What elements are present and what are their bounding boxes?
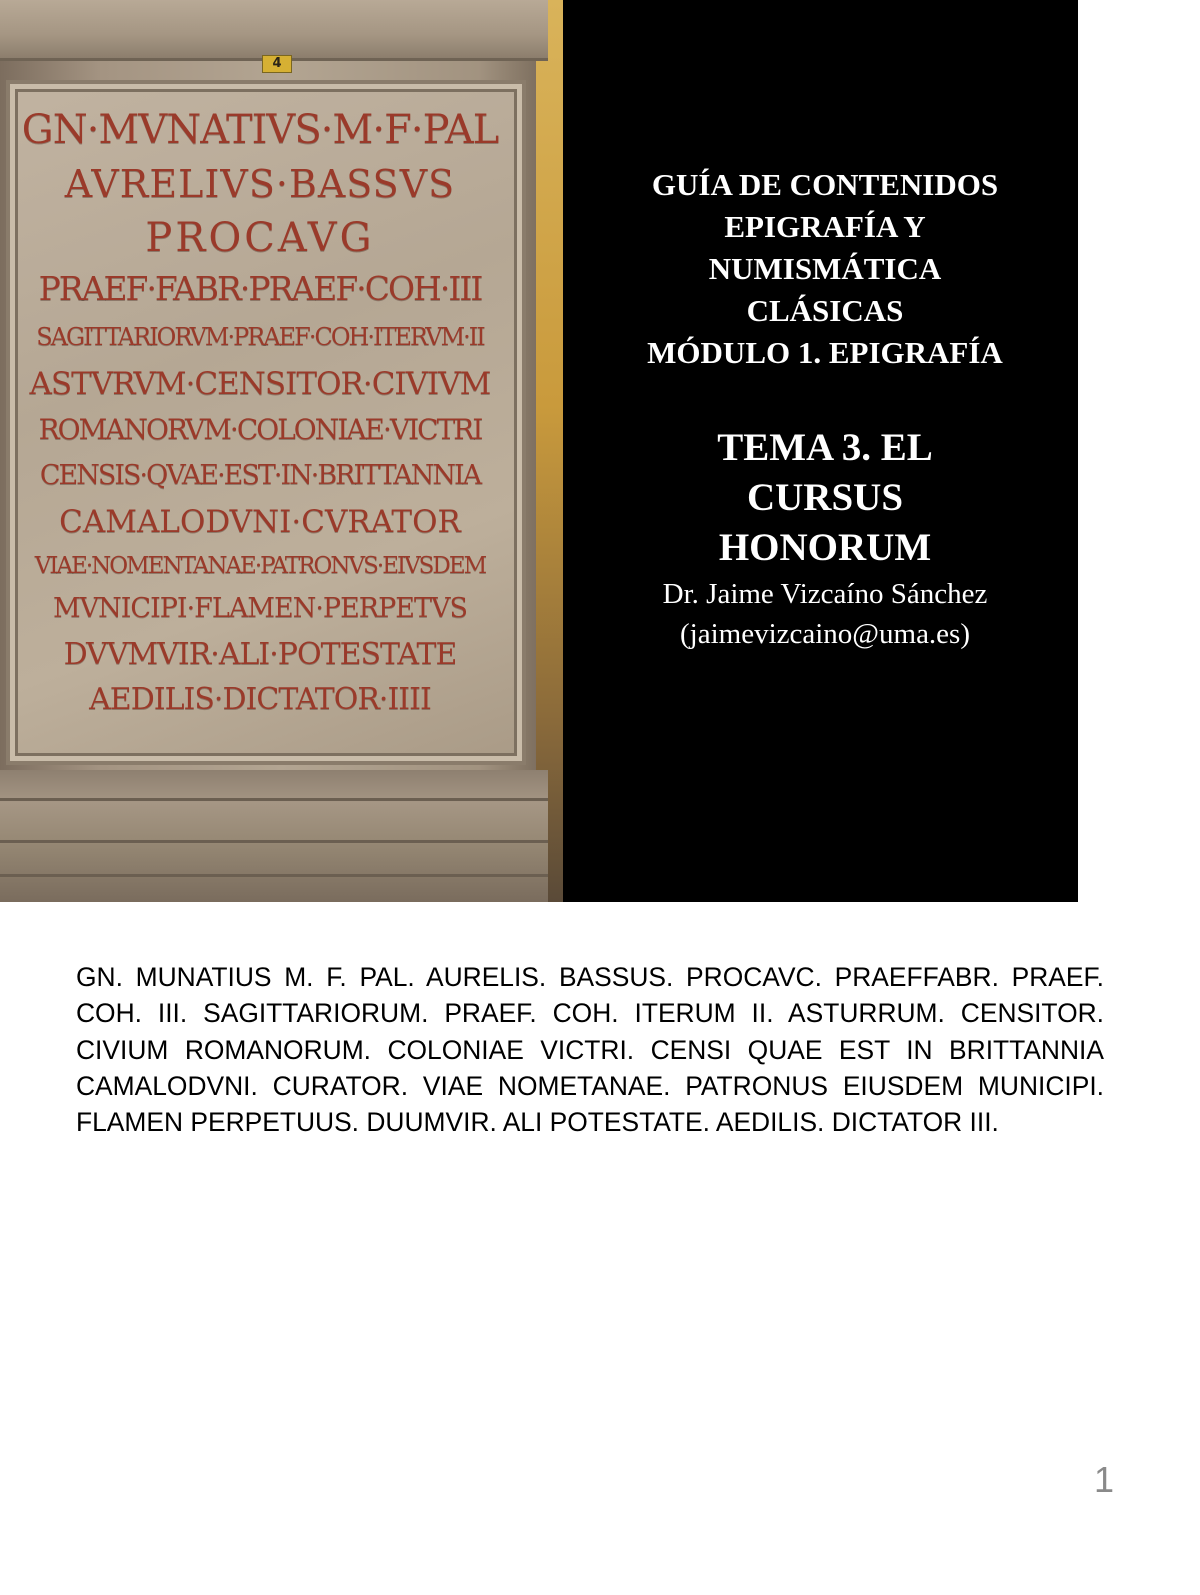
tema-title-line: TEMA 3. EL xyxy=(717,426,933,469)
base-molding xyxy=(0,874,548,877)
tema-title-line: HONORUM xyxy=(718,526,932,569)
author-info xyxy=(585,574,1065,654)
inscription-line: PROCAVG xyxy=(145,218,375,261)
inscription-line: CAMALODVNI·CVRATOR xyxy=(59,507,461,540)
pedestal-base xyxy=(0,770,548,902)
guide-title xyxy=(585,164,1065,374)
inscription-photo xyxy=(0,0,563,902)
inscription-line: DVVMVIR·ALI·POTESTATE xyxy=(63,640,457,672)
guide-title-line: NUMISMÁTICA xyxy=(708,251,942,286)
guide-title-line: EPIGRAFÍA Y xyxy=(724,209,926,244)
inscription-line: MVNICIPI·FLAMEN·PERPETVS xyxy=(53,595,467,624)
base-molding xyxy=(0,840,548,843)
guide-title-line: MÓDULO 1. EPIGRAFÍA xyxy=(647,335,1003,370)
inscription-line: AEDILIS·DICTATOR·IIII xyxy=(89,685,431,717)
inscription-transcription: GN. MUNATIUS M. F. PAL. AURELIS. BASSUS. PROCAVC. PRAEFFABR. PRAEF. COH. III. SAGITTARIORUM. PRAEF. COH. ITERUM II. ASTURRUM. CENSITOR. CIVIUM ROMANORUM. COLONIAE VICTRI. CENSI QUAE EST IN BRITTANNIA CAMALODVNI. CURATOR. VIAE NOMETANAE. PATRONUS EIUSDEM MUNICIPI. FLAMEN PERPETUUS. DUUMVIR. ALI POTESTATE. AEDILIS. DICTATOR III. xyxy=(76,962,1104,1138)
guide-title-line: CLÁSICAS xyxy=(746,293,904,328)
inscription-line: GN·MVNATIVS·M·F·PAL xyxy=(21,110,499,153)
tema-title-line: CURSUS xyxy=(746,476,904,519)
inscription-line: AVRELIVS·BASSVS xyxy=(64,165,456,206)
plate-number: 4 xyxy=(262,55,292,73)
inscription-text xyxy=(14,110,506,730)
inscription-line: PRAEF·FABR·PRAEF·COH·III xyxy=(38,272,482,308)
photo-background-wall xyxy=(536,0,563,902)
author-email: (jaimevizcaino@uma.es) xyxy=(680,618,970,650)
base-molding xyxy=(0,798,548,801)
inscription-line: VIAE·NOMENTANAE·PATRONVS·EIVSDEM xyxy=(34,555,486,579)
title-block xyxy=(563,0,1078,902)
inscription-line: CENSIS·QVAE·EST·IN·BRITTANNIA xyxy=(39,462,481,491)
inscription-line: ASTVRVM·CENSITOR·CIVIVM xyxy=(29,369,491,402)
inscription-line: ROMANORVM·COLONIAE·VICTRI xyxy=(38,416,482,446)
pedestal-cornice xyxy=(0,0,548,61)
inscription-line: SAGITTARIORVM·PRAEF·COH·ITERVM·II xyxy=(36,325,484,351)
author-name: Dr. Jaime Vizcaíno Sánchez xyxy=(662,578,988,610)
tema-title xyxy=(585,423,1065,573)
guide-title-line: GUÍA DE CONTENIDOS xyxy=(651,167,999,202)
page-number: 1 xyxy=(1094,1459,1115,1500)
